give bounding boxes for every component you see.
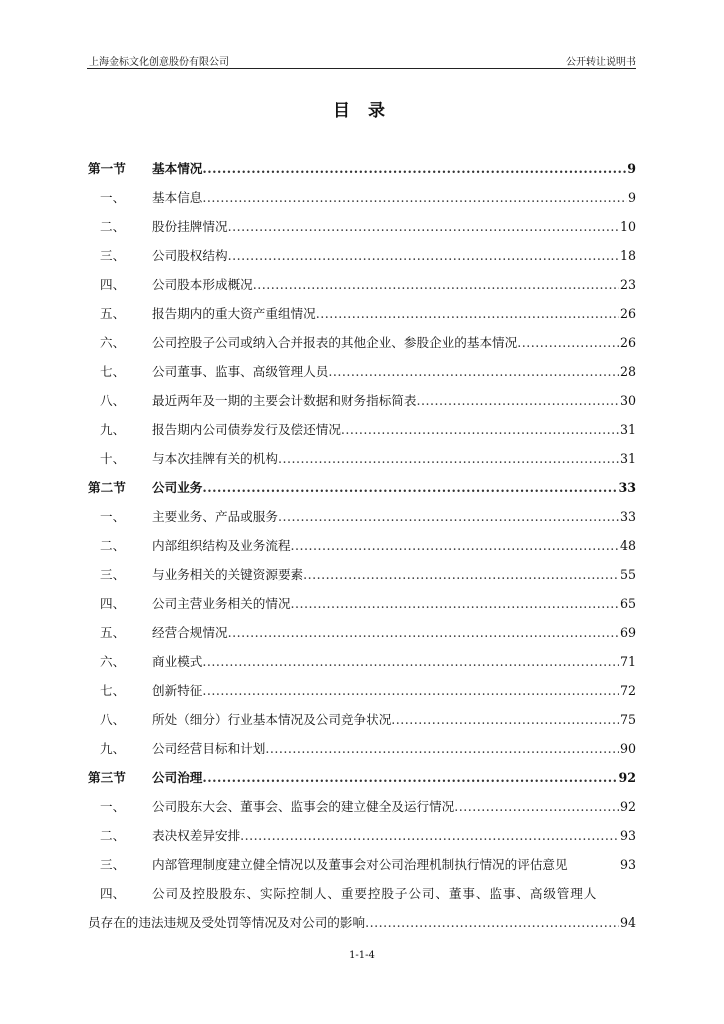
toc-entry-number: 九、	[100, 422, 126, 437]
toc-entry-page: 18	[619, 248, 636, 263]
toc-entry-page: 55	[619, 567, 636, 582]
toc-dot-leader	[202, 154, 626, 183]
toc-entry[interactable]	[88, 183, 636, 212]
header-doc-title: 公开转让说明书	[566, 57, 636, 68]
toc-entry-page: 31	[619, 451, 636, 466]
toc-entry[interactable]	[88, 676, 636, 705]
toc-entry-label: 公司控股子公司或纳入合并报表的其他企业、参股企业的基本情况	[152, 335, 518, 350]
toc-entry-page: 92	[619, 799, 636, 814]
toc-entry[interactable]	[88, 357, 636, 386]
toc-entry-label: 基本信息	[152, 190, 203, 205]
toc-entry-number: 一、	[100, 509, 126, 524]
toc-entry[interactable]	[88, 415, 636, 444]
toc-dot-leader	[303, 560, 619, 589]
toc-entry[interactable]	[88, 734, 636, 763]
header-company: 上海金标文化创意股份有限公司	[89, 57, 229, 68]
toc-entry-number: 第三节	[88, 770, 126, 785]
toc-entry-label: 公司股本形成概况	[152, 277, 253, 292]
toc-section-entry[interactable]	[88, 154, 636, 183]
toc-entry-label: 与业务相关的关键资源要素	[152, 567, 304, 582]
toc-section-entry[interactable]	[88, 763, 636, 792]
toc-entry-label: 公司股权结构	[152, 248, 228, 263]
toc-entry-page: 92	[618, 770, 636, 785]
toc-entry[interactable]	[88, 879, 636, 908]
toc-entry-number: 四、	[100, 596, 126, 611]
toc-entry-page: 33	[618, 480, 636, 495]
toc-dot-leader	[391, 705, 619, 734]
toc-entry-page: 30	[619, 393, 636, 408]
toc-entry-label: 经营合规情况	[152, 625, 228, 640]
toc-entry-label: 员存在的违法违规及受处罚等情况及对公司的影响	[88, 915, 366, 930]
toc-entry-page: 90	[619, 741, 636, 756]
toc-entry[interactable]	[88, 560, 636, 589]
toc-entry-number: 二、	[100, 828, 126, 843]
toc-dot-leader	[228, 212, 619, 241]
toc-title: 目 录	[333, 101, 391, 121]
toc-entry-label: 创新特征	[152, 683, 203, 698]
toc-entry-label: 表决权差异安排	[152, 828, 241, 843]
toc-entry-page: 72	[619, 683, 636, 698]
toc-entry-label: 公司治理	[152, 770, 203, 785]
toc-entry-number: 三、	[100, 857, 126, 872]
toc-dot-leader	[202, 676, 619, 705]
toc-dot-leader	[454, 792, 619, 821]
toc-entry-page: 65	[619, 596, 636, 611]
toc-entry[interactable]	[88, 647, 636, 676]
toc-entry[interactable]	[88, 618, 636, 647]
toc-entry[interactable]	[88, 299, 636, 328]
toc-entry-label: 公司主营业务相关的情况	[152, 596, 291, 611]
toc-entry-label: 基本情况	[152, 161, 203, 176]
toc-entry-label: 公司及控股股东、实际控制人、重要控股子公司、董事、监事、高级管理人	[152, 886, 598, 901]
toc-entry-number: 四、	[100, 277, 126, 292]
toc-entry-number: 九、	[100, 741, 126, 756]
toc-entry-label: 内部管理制度建立健全情况以及董事会对公司治理机制执行情况的评估意见	[152, 857, 568, 872]
toc-entry[interactable]	[88, 589, 636, 618]
toc-entry-number: 二、	[100, 219, 126, 234]
toc-entry-page: 9	[627, 161, 636, 176]
toc-entry-label: 主要业务、产品或服务	[152, 509, 278, 524]
toc-entry-page: 9	[627, 190, 636, 205]
toc-dot-leader	[202, 183, 627, 212]
toc-entry[interactable]	[88, 792, 636, 821]
toc-entry-number: 五、	[100, 306, 126, 321]
toc-entry-page: 48	[619, 538, 636, 553]
toc-entry-page: 28	[619, 364, 636, 379]
toc-entry[interactable]	[88, 386, 636, 415]
toc-entry[interactable]	[88, 850, 636, 879]
toc-dot-leader	[278, 444, 619, 473]
toc-entry-label: 与本次挂牌有关的机构	[152, 451, 278, 466]
toc-dot-leader	[228, 618, 619, 647]
page-header	[87, 50, 636, 69]
toc-entry-page: 93	[619, 857, 636, 872]
toc-entry-label: 报告期内的重大资产重组情况	[152, 306, 316, 321]
toc-entry[interactable]	[88, 502, 636, 531]
toc-entry[interactable]	[88, 908, 636, 937]
toc-dot-leader	[416, 386, 619, 415]
toc-entry-number: 二、	[100, 538, 126, 553]
toc-entry[interactable]	[88, 821, 636, 850]
toc-entry-page: 31	[619, 422, 636, 437]
toc-dot-leader	[328, 357, 619, 386]
toc-dot-leader	[240, 821, 619, 850]
toc-entry-label: 所处（细分）行业基本情况及公司竞争状况	[152, 712, 392, 727]
toc-dot-leader	[202, 647, 619, 676]
toc-entry-label: 最近两年及一期的主要会计数据和财务指标简表	[152, 393, 417, 408]
toc-entry-number: 一、	[100, 799, 126, 814]
toc-dot-leader	[278, 502, 619, 531]
toc-entry-label: 内部组织结构及业务流程	[152, 538, 291, 553]
toc-entry-label: 商业模式	[152, 654, 203, 669]
toc-entry-label: 公司经营目标和计划	[152, 741, 266, 756]
toc-entry-page: 93	[619, 828, 636, 843]
toc-entry-label: 公司业务	[152, 480, 203, 495]
toc-dot-leader	[202, 473, 617, 502]
toc-entry-page: 26	[619, 306, 636, 321]
toc-entry-page: 23	[619, 277, 636, 292]
page-number: 1-1-4	[349, 950, 375, 961]
toc-entry-number: 三、	[100, 248, 126, 263]
toc-entry-number: 四、	[100, 886, 126, 901]
toc-entry-label: 股份挂牌情况	[152, 219, 228, 234]
toc-dot-leader	[341, 415, 619, 444]
toc-entry-page: 26	[619, 335, 636, 350]
toc-entry-page: 75	[619, 712, 636, 727]
toc-section-entry[interactable]	[88, 473, 636, 502]
toc-entry-page: 94	[619, 915, 636, 930]
toc-entry-page: 10	[619, 219, 636, 234]
toc-dot-leader	[228, 241, 619, 270]
table-of-contents	[88, 154, 636, 937]
toc-dot-leader	[365, 908, 619, 937]
toc-dot-leader	[253, 270, 619, 299]
toc-entry-number: 十、	[100, 451, 126, 466]
toc-entry[interactable]	[88, 328, 636, 357]
toc-dot-leader	[291, 531, 619, 560]
toc-entry-label: 公司股东大会、董事会、监事会的建立健全及运行情况	[152, 799, 455, 814]
toc-entry-number: 八、	[100, 393, 126, 408]
toc-dot-leader	[202, 763, 617, 792]
toc-entry[interactable]	[88, 270, 636, 299]
toc-entry-number: 第一节	[88, 161, 126, 176]
toc-dot-leader	[517, 328, 619, 357]
toc-entry[interactable]	[88, 705, 636, 734]
toc-entry-label: 报告期内公司债券发行及偿还情况	[152, 422, 341, 437]
toc-entry-number: 一、	[100, 190, 126, 205]
toc-dot-leader	[265, 734, 619, 763]
toc-dot-leader	[316, 299, 619, 328]
toc-entry-page: 71	[619, 654, 636, 669]
toc-entry-number: 六、	[100, 335, 126, 350]
toc-entry[interactable]	[88, 531, 636, 560]
toc-entry-page: 33	[619, 509, 636, 524]
toc-entry-number: 七、	[100, 683, 126, 698]
toc-entry-label: 公司董事、监事、高级管理人员	[152, 364, 329, 379]
toc-entry-number: 五、	[100, 625, 126, 640]
toc-entry-number: 三、	[100, 567, 126, 582]
toc-entry[interactable]	[88, 212, 636, 241]
toc-entry-number: 第二节	[88, 480, 126, 495]
toc-entry[interactable]	[88, 241, 636, 270]
toc-entry-number: 八、	[100, 712, 126, 727]
toc-entry-page: 69	[619, 625, 636, 640]
toc-dot-leader	[291, 589, 619, 618]
toc-entry-number: 六、	[100, 654, 126, 669]
toc-entry-number: 七、	[100, 364, 126, 379]
toc-entry[interactable]	[88, 444, 636, 473]
